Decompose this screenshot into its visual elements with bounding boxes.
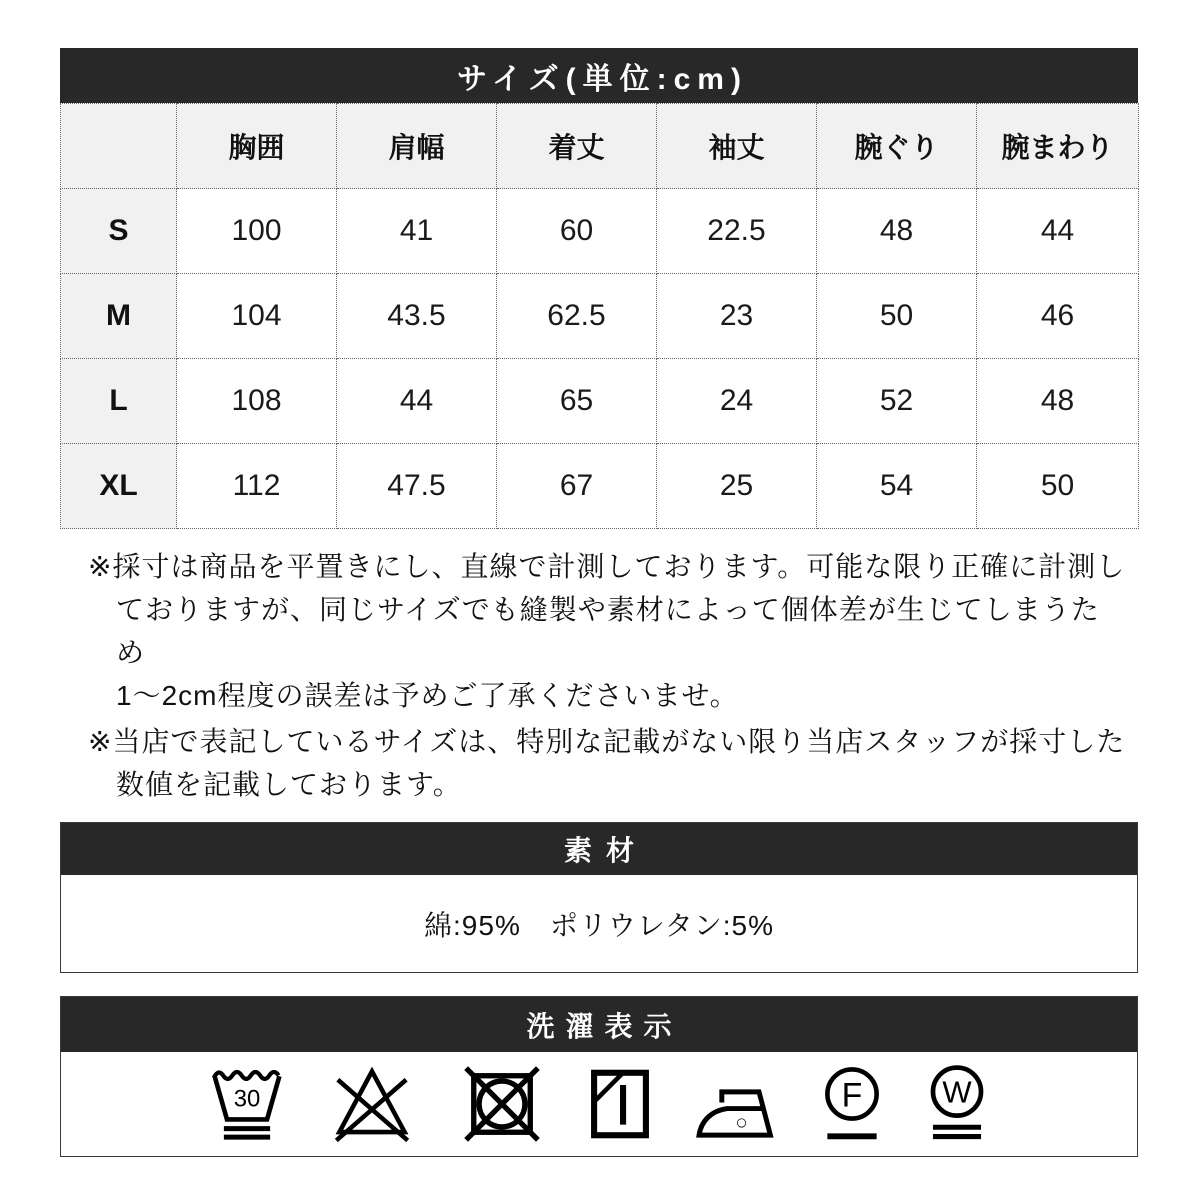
corner-cell: [61, 104, 177, 189]
cell-value: 67: [497, 444, 657, 529]
cell-value: 54: [817, 444, 977, 529]
note-line: 数値を記載しております。: [116, 769, 462, 800]
col-header-length: 着丈: [497, 104, 657, 189]
cell-value: 23: [657, 274, 817, 359]
cell-value: 48: [977, 359, 1139, 444]
cell-value: 60: [497, 189, 657, 274]
size-label: S: [61, 189, 177, 274]
table-row-l: [61, 359, 1139, 444]
cell-value: 50: [977, 444, 1139, 529]
table-row-s: [61, 189, 1139, 274]
col-header-sleeve: 袖丈: [657, 104, 817, 189]
cell-value: 104: [177, 274, 337, 359]
note-line: 1〜2cm程度の誤差は予めご了承くださいませ。: [116, 680, 739, 711]
cell-value: 22.5: [657, 189, 817, 274]
col-header-armhole: 腕ぐり: [817, 104, 977, 189]
cell-value: 44: [337, 359, 497, 444]
note-line: ておりますが、同じサイズでも縫製や素材によって個体差が生じてしまうため: [116, 594, 1100, 668]
size-label: XL: [61, 444, 177, 529]
svg-text:F: F: [841, 1076, 863, 1115]
cell-value: 52: [817, 359, 977, 444]
material-title: 素材: [61, 823, 1137, 875]
cell-value: 62.5: [497, 274, 657, 359]
cell-value: 108: [177, 359, 337, 444]
size-label: M: [61, 274, 177, 359]
material-section: [60, 822, 1138, 973]
cell-value: 46: [977, 274, 1139, 359]
cell-value: 43.5: [337, 274, 497, 359]
iron-low-heat-one-dot-icon: [696, 1065, 778, 1143]
wash-30-very-gentle-icon: [210, 1065, 284, 1143]
cell-value: 65: [497, 359, 657, 444]
material-composition: 綿:95% ポリウレタン:5%: [424, 909, 774, 941]
svg-text:30: 30: [233, 1085, 261, 1113]
col-header-chest: 胸囲: [177, 104, 337, 189]
cell-value: 48: [817, 189, 977, 274]
dry-clean-petroleum-gentle-icon: [822, 1065, 882, 1143]
col-header-arm-circumference: 腕まわり: [977, 104, 1139, 189]
care-title: 洗濯表示: [61, 997, 1137, 1052]
cell-value: 41: [337, 189, 497, 274]
wet-clean-very-gentle-icon: [926, 1065, 988, 1143]
measurement-note: [88, 545, 1128, 717]
size-label: L: [61, 359, 177, 444]
do-not-bleach-icon: [328, 1065, 416, 1143]
size-chart-title: サイズ(単位:cm): [60, 48, 1138, 103]
cell-value: 44: [977, 189, 1139, 274]
do-not-tumble-dry-icon: [460, 1065, 544, 1143]
cell-value: 112: [177, 444, 337, 529]
cell-value: 47.5: [337, 444, 497, 529]
note-line: ※当店で表記しているサイズは、特別な記載がない限り当店スタッフが採寸した: [88, 726, 1126, 757]
cell-value: 24: [657, 359, 817, 444]
care-section: [60, 996, 1138, 1157]
cell-value: 50: [817, 274, 977, 359]
note-line: ※採寸は商品を平置きにし、直線で計測しております。可能な限り正確に計測し: [88, 551, 1126, 582]
size-table: [60, 103, 1139, 529]
staff-measurement-note: [88, 720, 1128, 806]
col-header-shoulder: 肩幅: [337, 104, 497, 189]
svg-text:W: W: [942, 1074, 972, 1110]
table-row-m: [61, 274, 1139, 359]
size-chart-section: [60, 48, 1138, 529]
care-symbols-row: [61, 1052, 1137, 1156]
table-row-xl: [61, 444, 1139, 529]
size-table-header-row: [61, 104, 1139, 189]
cell-value: 100: [177, 189, 337, 274]
cell-value: 25: [657, 444, 817, 529]
line-dry-in-shade-icon: [588, 1065, 652, 1143]
